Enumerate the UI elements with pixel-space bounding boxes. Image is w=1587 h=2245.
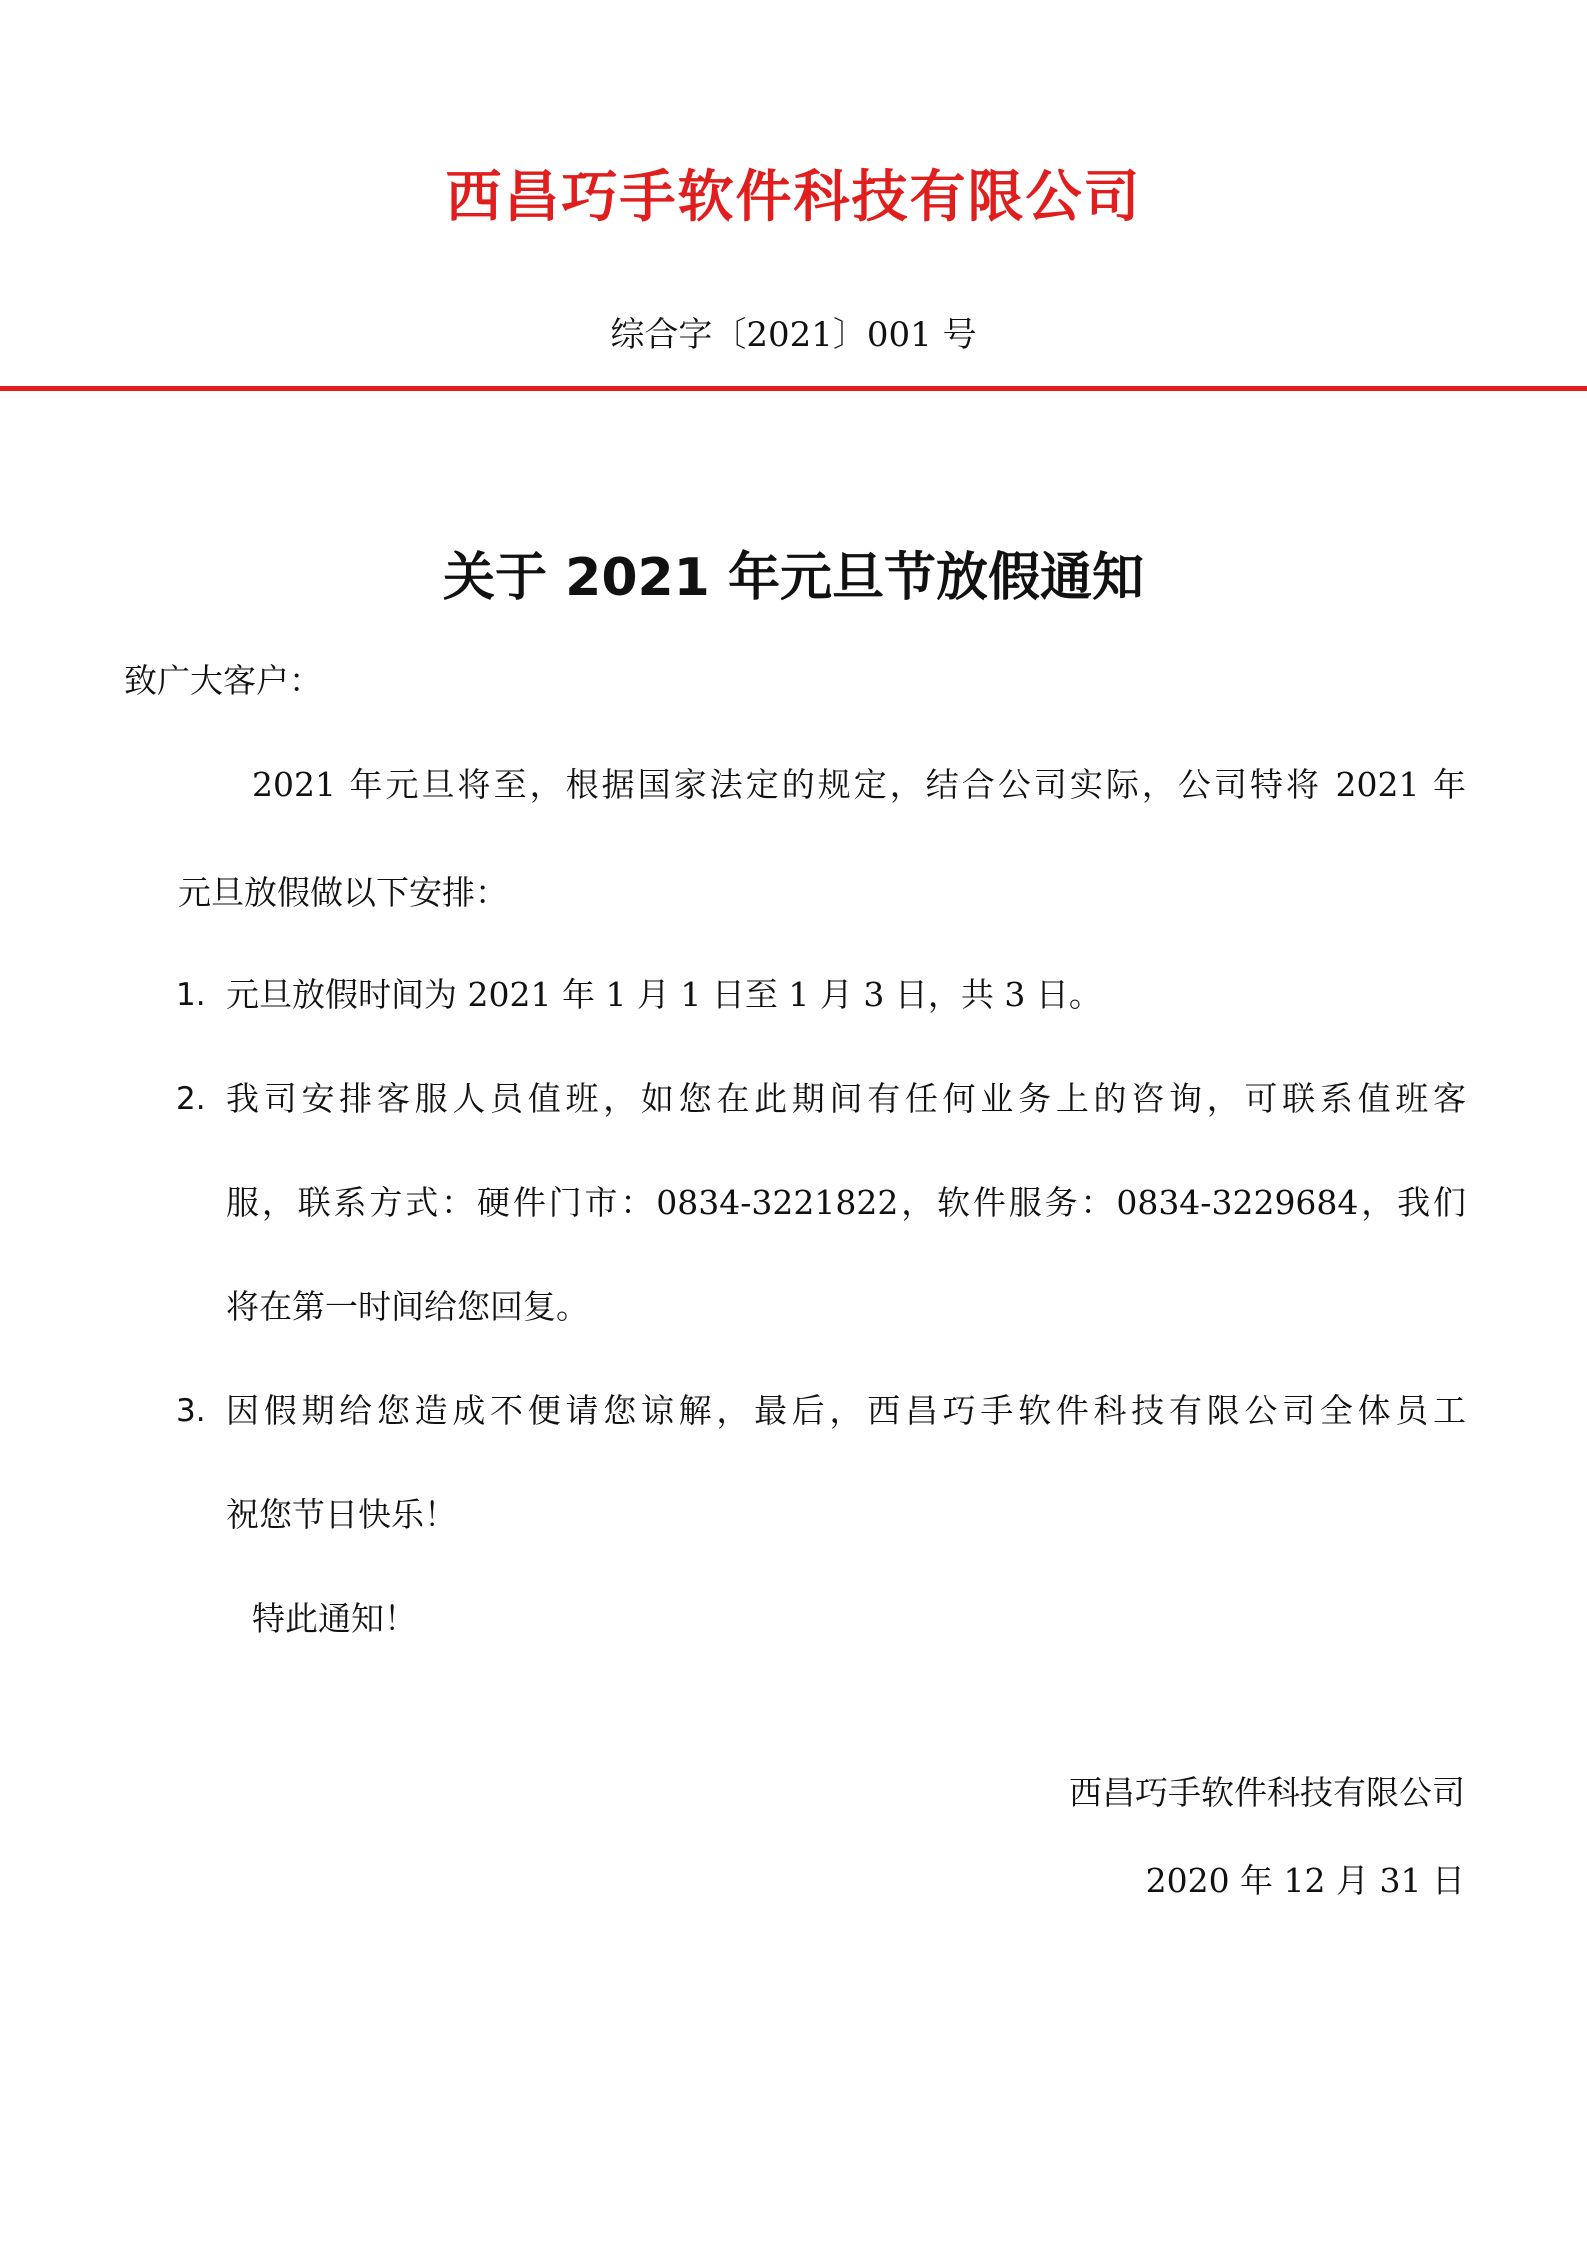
list-number-1: 1. xyxy=(176,977,206,1013)
signature-company: 西昌巧手软件科技有限公司 xyxy=(1069,1773,1465,1812)
list-item-3-line-1: 因假期给您造成不便请您谅解，最后，西昌巧手软件科技有限公司全体员工 xyxy=(226,1391,1466,1430)
list-item-2-line-3: 将在第一时间给您回复。 xyxy=(226,1287,589,1326)
company-header: 西昌巧手软件科技有限公司 xyxy=(445,165,1142,230)
list-item-2-line-1: 我司安排客服人员值班，如您在此期间有任何业务上的咨询，可联系值班客 xyxy=(226,1079,1466,1118)
intro-line-1: 2021 年元旦将至，根据国家法定的规定，结合公司实际，公司特将 2021 年 xyxy=(252,765,1466,804)
closing-text: 特此通知！ xyxy=(252,1599,417,1638)
list-item-3-line-2: 祝您节日快乐！ xyxy=(226,1495,457,1534)
list-number-2: 2. xyxy=(176,1081,206,1117)
list-number-3: 3. xyxy=(176,1393,206,1429)
header-divider xyxy=(0,386,1587,391)
salutation: 致广大客户： xyxy=(124,661,322,700)
list-item-1-line-1: 元旦放假时间为 2021 年 1 月 1 日至 1 月 3 日，共 3 日。 xyxy=(226,975,1102,1014)
intro-line-2: 元旦放假做以下安排： xyxy=(178,873,508,912)
list-item-2-line-2: 服，联系方式：硬件门市：0834-3221822，软件服务：0834-3229684，我们 xyxy=(226,1183,1466,1222)
document-number: 综合字〔2021〕001 号 xyxy=(610,315,977,355)
signature-date: 2020 年 12 月 31 日 xyxy=(1145,1861,1465,1900)
notice-title: 关于 2021 年元旦节放假通知 xyxy=(443,548,1144,608)
